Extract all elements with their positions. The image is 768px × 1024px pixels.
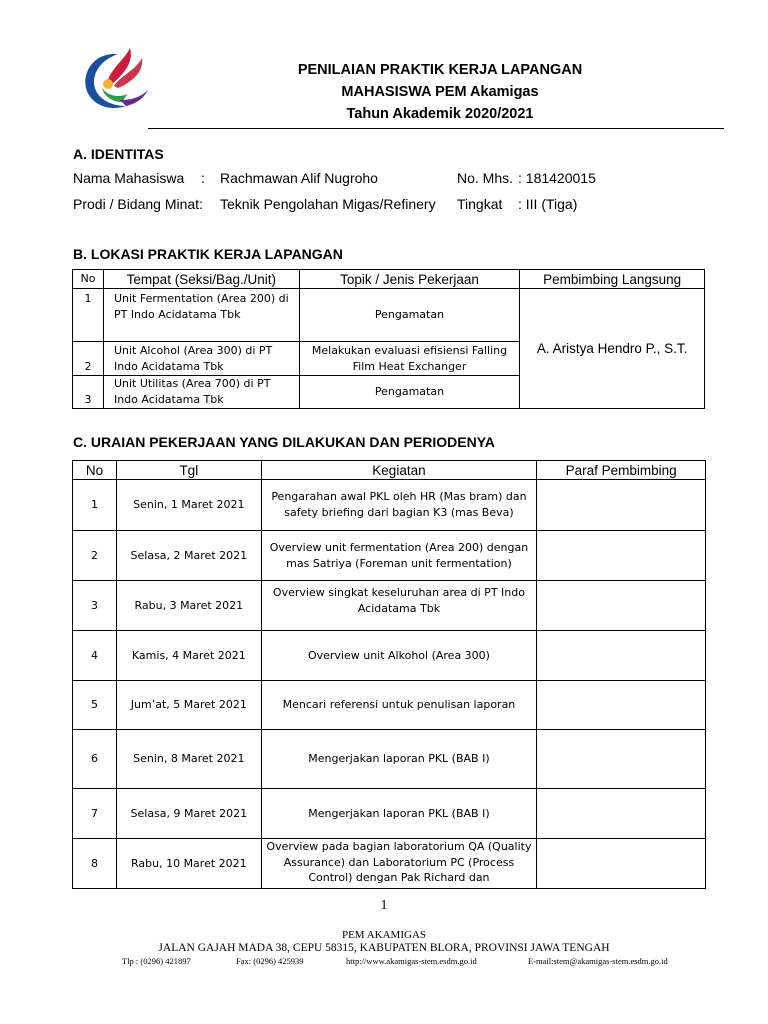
uraian-header-row (73, 461, 706, 480)
uraian-tgl: Selasa, 2 Maret 2021 (116, 531, 261, 581)
uraian-tgl: Jum’at, 5 Maret 2021 (116, 681, 261, 730)
lokasi-no: 2 (73, 342, 104, 376)
uraian-paraf (537, 730, 706, 789)
uraian-col-paraf: Paraf Pembimbing (537, 461, 706, 480)
uraian-tgl: Selasa, 9 Maret 2021 (116, 789, 261, 839)
uraian-no: 1 (73, 480, 117, 531)
nama-label: Nama Mahasiswa (73, 170, 185, 186)
uraian-tgl: Rabu, 3 Maret 2021 (116, 581, 261, 631)
footer-org: PEM AKAMIGAS (341, 929, 427, 941)
uraian-kegiatan: Pengarahan awal PKL oleh HR (Mas bram) dan safety briefing dari bagian K3 (mas Beva) (261, 480, 537, 531)
table-row (73, 681, 706, 730)
tingkat-value: : III (Tiga) (518, 196, 578, 212)
table-row (73, 789, 706, 839)
lokasi-tempat: Unit Fermentation (Area 200) di PT Indo Acidatama Tbk (103, 289, 299, 342)
nama-value: Rachmawan Alif Nugroho (220, 170, 378, 186)
tingkat-label: Tingkat (457, 196, 503, 212)
nomhs-value: : 181420015 (518, 170, 596, 186)
header-rule (148, 128, 724, 129)
table-row (73, 631, 706, 681)
uraian-paraf (537, 681, 706, 730)
table-row (73, 289, 705, 342)
table-row (73, 839, 706, 889)
footer-tlp: Tlp : (0296) 421897 (122, 956, 191, 966)
lokasi-pembimbing: A. Aristya Hendro P., S.T. (520, 289, 705, 409)
uraian-kegiatan: Mengerjakan laporan PKL (BAB I) (261, 789, 537, 839)
lokasi-col-topik: Topik / Jenis Pekerjaan (299, 270, 520, 289)
uraian-paraf (537, 631, 706, 681)
uraian-no: 8 (73, 839, 117, 889)
lokasi-table (72, 269, 705, 409)
uraian-no: 2 (73, 531, 117, 581)
section-b-heading: B. LOKASI PRAKTIK KERJA LAPANGAN (73, 246, 343, 262)
lokasi-col-pembimbing: Pembimbing Langsung (520, 270, 705, 289)
prodi-value: Teknik Pengolahan Migas/Refinery (220, 196, 436, 212)
section-c-heading: C. URAIAN PEKERJAAN YANG DILAKUKAN DAN PERIODENYA (73, 434, 495, 450)
uraian-no: 6 (73, 730, 117, 789)
uraian-kegiatan: Mengerjakan laporan PKL (BAB I) (261, 730, 537, 789)
footer-website-link[interactable]: http://www.akamigas-stem.esdm.go.id (346, 956, 477, 966)
uraian-no: 3 (73, 581, 117, 631)
uraian-kegiatan: Overview unit fermentation (Area 200) dengan mas Satriya (Foreman unit fermentation) (261, 531, 537, 581)
uraian-tgl: Senin, 1 Maret 2021 (116, 480, 261, 531)
lokasi-tempat: Unit Alcohol (Area 300) di PT Indo Acidatama Tbk (103, 342, 299, 376)
lokasi-header-row (73, 270, 705, 289)
uraian-kegiatan: Overview pada bagian laboratorium QA (Quality Assurance) dan Laboratorium PC (Process Control) dengan Pak Richard dan (261, 839, 537, 889)
footer-address: JALAN GAJAH MADA 38, CEPU 58315, KABUPATEN BLORA, PROVINSI JAWA TENGAH (158, 942, 610, 954)
lokasi-topik: Pengamatan (299, 289, 520, 342)
lokasi-col-no: No (73, 270, 104, 289)
footer-email-link[interactable]: E-mail:stem@akamigas-stem.esdm.go.id (528, 956, 668, 966)
table-row (73, 581, 706, 631)
uraian-table (72, 460, 706, 889)
uraian-no: 4 (73, 631, 117, 681)
uraian-col-no: No (73, 461, 117, 480)
uraian-no: 5 (73, 681, 117, 730)
uraian-kegiatan: Mencari referensi untuk penulisan laporan (261, 681, 537, 730)
uraian-paraf (537, 581, 706, 631)
page-number: 1 (380, 898, 388, 913)
table-row (73, 480, 706, 531)
uraian-col-kegiatan: Kegiatan (261, 461, 537, 480)
uraian-tgl: Rabu, 10 Maret 2021 (116, 839, 261, 889)
doc-title-line3: Tahun Akademik 2020/2021 (346, 106, 534, 122)
lokasi-no: 1 (73, 289, 104, 342)
lokasi-col-tempat: Tempat (Seksi/Bag./Unit) (103, 270, 299, 289)
lokasi-no: 3 (73, 376, 104, 409)
lokasi-topik: Pengamatan (299, 376, 520, 409)
uraian-paraf (537, 839, 706, 889)
uraian-tgl: Kamis, 4 Maret 2021 (116, 631, 261, 681)
table-row (73, 531, 706, 581)
uraian-kegiatan: Overview singkat keseluruhan area di PT Indo Acidatama Tbk (261, 581, 537, 631)
doc-title-line2: MAHASISWA PEM Akamigas (341, 84, 539, 100)
section-a-heading: A. IDENTITAS (73, 146, 164, 162)
table-row (73, 730, 706, 789)
doc-title-line1: PENILAIAN PRAKTIK KERJA LAPANGAN (297, 62, 583, 78)
uraian-paraf (537, 480, 706, 531)
uraian-no: 7 (73, 789, 117, 839)
uraian-col-tgl: Tgl (116, 461, 261, 480)
nama-separator: : (201, 170, 205, 186)
footer-fax: Fax: (0296) 425939 (236, 956, 304, 966)
uraian-paraf (537, 531, 706, 581)
uraian-paraf (537, 789, 706, 839)
uraian-kegiatan: Overview unit Alkohol (Area 300) (261, 631, 537, 681)
prodi-label: Prodi / Bidang Minat: (73, 196, 203, 212)
lokasi-topik: Melakukan evaluasi efisiensi Falling Film Heat Exchanger (299, 342, 520, 376)
uraian-tgl: Senin, 8 Maret 2021 (116, 730, 261, 789)
nomhs-label: No. Mhs. (457, 170, 514, 186)
institution-logo (78, 40, 154, 116)
lokasi-tempat: Unit Utilitas (Area 700) di PT Indo Acidatama Tbk (103, 376, 299, 409)
